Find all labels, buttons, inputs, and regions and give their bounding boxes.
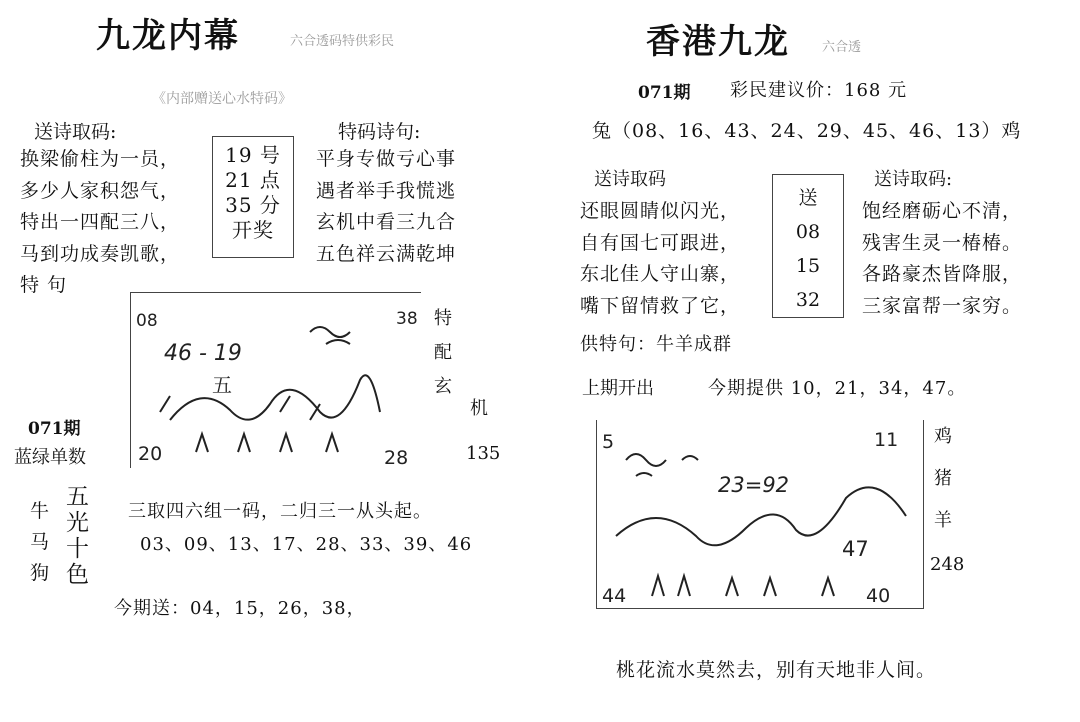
left-numbers: 03、09、13、17、28、33、39、46 bbox=[140, 534, 473, 555]
right-last-label: 上期开出 bbox=[582, 378, 654, 399]
left-poem bbox=[20, 144, 180, 302]
poem-line: 东北佳人守山寨， bbox=[580, 263, 741, 285]
send-number: 送 bbox=[798, 187, 818, 209]
left-side-chars bbox=[434, 302, 452, 404]
send-number: 32 bbox=[795, 289, 821, 311]
column-char: 光 bbox=[66, 510, 89, 536]
right-side-number: 248 bbox=[930, 554, 965, 575]
right-title: 香港九龙 bbox=[646, 22, 790, 62]
zodiac-char: 牛 bbox=[30, 500, 50, 522]
sketch-number: 11 bbox=[874, 429, 899, 451]
sketch-number: 28 bbox=[384, 447, 409, 469]
poem-line: 换梁偷柱为一员， bbox=[20, 148, 181, 170]
left-zodiac bbox=[30, 496, 49, 589]
poem-line: 多少人家积怨气， bbox=[20, 179, 181, 202]
draw-time-line: 21 点 bbox=[225, 168, 281, 192]
draw-time-line: 35 分 bbox=[225, 193, 281, 217]
left-send: 今期送：04，15，26，38， bbox=[114, 598, 366, 619]
poem-line: 残害生灵一椿椿。 bbox=[862, 231, 1023, 254]
zodiac-char: 马 bbox=[30, 531, 50, 553]
right-zodiac-line: 兔（08、16、43、24、29、45、46、13）鸡 bbox=[592, 120, 1022, 142]
left-rule: 三取四六组一码，二归三一从头起。 bbox=[128, 501, 432, 522]
left-side-ji: 机 bbox=[470, 398, 488, 419]
zodiac-char: 狗 bbox=[30, 562, 50, 584]
poem-line: 五色祥云满乾坤 bbox=[316, 242, 457, 265]
left-side-number: 135 bbox=[466, 443, 501, 464]
right-poem-label-right: 送诗取码: bbox=[874, 169, 953, 190]
left-title: 九龙内幕 bbox=[96, 16, 240, 56]
send-number: 15 bbox=[795, 255, 821, 277]
right-title-tag: 六合透 bbox=[822, 40, 862, 55]
poem-line: 自有国七可跟进， bbox=[580, 231, 741, 254]
special-line: 特 句 bbox=[20, 274, 68, 296]
column-char: 五 bbox=[66, 484, 89, 510]
draw-time-line: 开奖 bbox=[232, 218, 274, 242]
draw-time-line: 19 号 bbox=[225, 143, 281, 167]
left-subtitle: 《内部赠送心水特码》 bbox=[152, 91, 292, 107]
send-number-box bbox=[772, 174, 844, 318]
right-sketch bbox=[596, 420, 922, 610]
right-footer: 桃花流水莫然去，别有天地非人间。 bbox=[616, 659, 937, 681]
right-side-chars bbox=[934, 416, 952, 542]
poem-line: 各路豪杰皆降服， bbox=[862, 263, 1023, 285]
side-char: 鸡 bbox=[934, 426, 952, 447]
left-special-poem bbox=[316, 144, 456, 270]
sketch-number: 46 - 19 bbox=[164, 341, 242, 366]
poem-line: 嘴下留情救了它， bbox=[580, 294, 741, 317]
poem-line: 平身专做亏心事 bbox=[316, 148, 457, 170]
column-char: 十 bbox=[66, 536, 89, 562]
side-char: 玄 bbox=[434, 376, 452, 397]
poem-line: 还眼圆睛似闪光， bbox=[580, 200, 741, 222]
right-period: 071期 bbox=[638, 83, 691, 103]
side-char: 配 bbox=[434, 342, 452, 363]
right-poem-label-left: 送诗取码 bbox=[594, 169, 666, 190]
poem-line: 三家富帮一家穷。 bbox=[862, 294, 1023, 317]
sketch-number: 23=92 bbox=[718, 473, 790, 497]
sketch-number: 40 bbox=[866, 585, 891, 607]
right-poem bbox=[580, 196, 740, 322]
poem-line: 遇者举手我慌逃 bbox=[316, 179, 457, 202]
right-provide: 今期提供 10，21，34，47。 bbox=[708, 378, 967, 399]
sketch-number: 47 bbox=[842, 537, 869, 561]
right-price: 彩民建议价：168 元 bbox=[730, 80, 908, 101]
right-special-poem bbox=[862, 196, 1022, 322]
poem-line: 马到功成奏凯歌， bbox=[20, 242, 181, 265]
sketch-number: 38 bbox=[396, 309, 418, 329]
left-poem-label: 送诗取码: bbox=[34, 121, 117, 143]
left-title-tag: 六合透码特供彩民 bbox=[290, 34, 395, 49]
left-period: 071期 bbox=[28, 419, 81, 439]
left-five-colors bbox=[66, 484, 89, 588]
column-char: 色 bbox=[66, 562, 89, 588]
poem-line: 饱经磨砺心不清， bbox=[862, 200, 1023, 222]
sketch-number: 20 bbox=[138, 443, 163, 465]
side-char: 羊 bbox=[934, 510, 952, 531]
send-number: 08 bbox=[795, 221, 821, 243]
poem-line: 特出一四配三八， bbox=[20, 211, 181, 233]
right-special: 供特句：牛羊成群 bbox=[580, 334, 732, 355]
sketch-glyph: 五 bbox=[212, 373, 232, 397]
left-sketch bbox=[130, 292, 420, 467]
side-char: 特 bbox=[434, 308, 452, 329]
left-color-label: 蓝绿单数 bbox=[14, 447, 86, 468]
poem-line: 玄机中看三九合 bbox=[316, 211, 457, 233]
left-special-poem-label: 特码诗句: bbox=[338, 121, 421, 143]
side-char: 猪 bbox=[934, 468, 952, 489]
sketch-number: 44 bbox=[602, 585, 627, 607]
sketch-number: 08 bbox=[136, 311, 158, 331]
draw-time-box bbox=[212, 136, 294, 258]
sketch-number: 5 bbox=[602, 431, 615, 453]
